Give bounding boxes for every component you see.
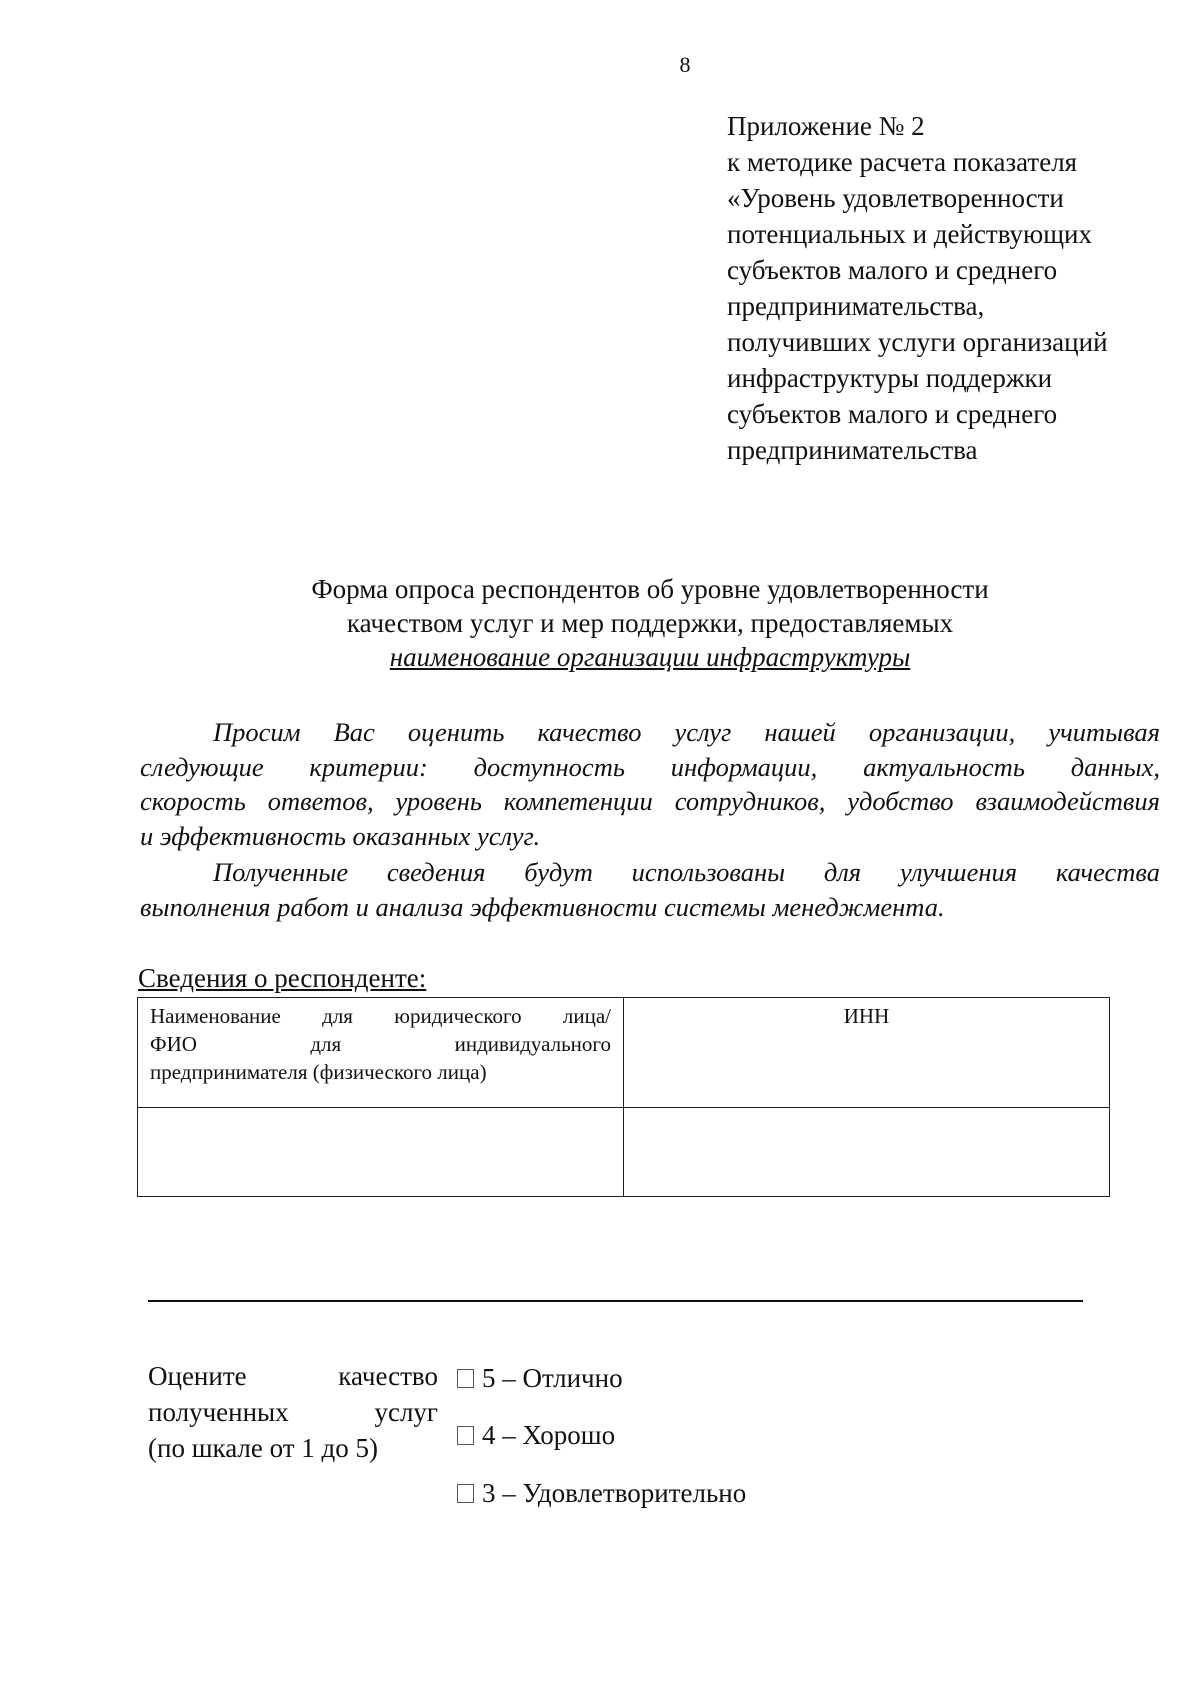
appendix-header xyxy=(727,108,1167,468)
rating-option-3[interactable] xyxy=(457,1478,746,1509)
table-row xyxy=(138,1108,1110,1197)
name-header-line: ФИО для индивидуального xyxy=(150,1032,611,1056)
inn-header-cell: ИНН xyxy=(624,998,1110,1108)
separator-line xyxy=(148,1300,1083,1302)
checkbox-icon[interactable] xyxy=(457,1484,474,1503)
rating-option-4[interactable] xyxy=(457,1420,615,1451)
appendix-line: потенциальных и действующих xyxy=(727,219,1092,249)
form-title-line: Форма опроса респондентов об уровне удовлетворенности xyxy=(311,574,989,604)
rating-option-label: 5 – Отлично xyxy=(482,1363,623,1393)
organization-name-placeholder: наименование организации инфраструктуры xyxy=(389,642,911,672)
respondent-heading: Сведения о респонденте: xyxy=(138,963,427,993)
appendix-line: инфраструктуры поддержки xyxy=(727,363,1053,393)
inn-input-cell[interactable] xyxy=(624,1108,1110,1197)
rating-option-label: 3 – Удовлетворительно xyxy=(482,1478,747,1508)
rating-option-label: 4 – Хорошо xyxy=(482,1420,616,1450)
form-title-line: качеством услуг и мер поддержки, предоставляемых xyxy=(346,608,954,638)
appendix-line: к методике расчета показателя xyxy=(727,147,1078,177)
table-header-row xyxy=(138,998,1110,1108)
page-number: 8 xyxy=(679,52,691,77)
checkbox-icon[interactable] xyxy=(457,1426,474,1445)
rating-label xyxy=(148,1358,438,1466)
rating-option-5[interactable] xyxy=(457,1363,623,1394)
intro-line: скорость ответов, уровень компетенции сотрудников, удобство взаимодействия xyxy=(140,786,1160,816)
appendix-line: субъектов малого и среднего xyxy=(727,255,1058,285)
rating-label-line: (по шкале от 1 до 5) xyxy=(148,1433,379,1463)
name-input-cell[interactable] xyxy=(138,1108,624,1197)
intro-line: Просим Вас оценить качество услуг нашей организации, учитывая xyxy=(213,717,1160,747)
name-header-line: предпринимателя (физического лица) xyxy=(150,1060,487,1084)
appendix-line: получивших услуги организаций xyxy=(727,327,1108,357)
appendix-line: «Уровень удовлетворенности xyxy=(727,183,1064,213)
rating-label-line: Оцените качество xyxy=(148,1361,438,1391)
appendix-line: предпринимательства, xyxy=(727,291,985,321)
intro-line: и эффективность оказанных услуг. xyxy=(140,820,541,851)
appendix-line: предпринимательства xyxy=(727,435,978,465)
rating-label-line: полученных услуг xyxy=(148,1397,438,1427)
appendix-line: субъектов малого и среднего xyxy=(727,399,1058,429)
appendix-line: Приложение № 2 xyxy=(727,111,925,141)
intro-line: следующие критерии: доступность информации, актуальность данных, xyxy=(140,751,1160,782)
usage-line: выполнения работ и анализа эффективности системы менеджмента. xyxy=(140,891,945,922)
intro-paragraph xyxy=(140,715,1160,853)
respondent-table xyxy=(137,997,1110,1197)
usage-paragraph xyxy=(140,855,1160,924)
name-header-cell xyxy=(138,998,624,1108)
form-title xyxy=(140,572,1160,674)
usage-line: Полученные сведения будут использованы для улучшения качества xyxy=(213,857,1160,887)
checkbox-icon[interactable] xyxy=(457,1369,474,1388)
name-header-line: Наименование для юридического лица/ xyxy=(150,1004,611,1028)
